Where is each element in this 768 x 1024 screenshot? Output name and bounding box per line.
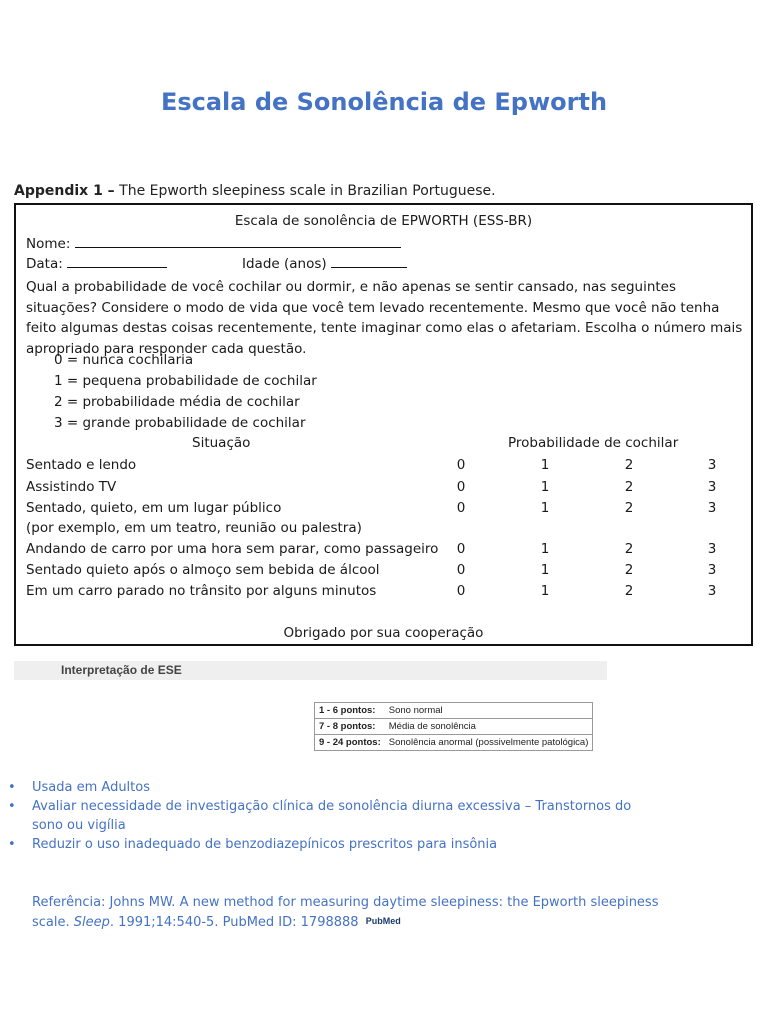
option-0[interactable]: 0 [456,562,466,578]
option-3[interactable]: 3 [707,500,717,516]
option-1[interactable]: 1 [540,562,550,578]
scale-item: 1 = pequena probabilidade de cochilar [54,373,317,389]
option-1[interactable]: 1 [540,479,550,495]
interpretation-header: Interpretação de ESE [61,663,182,677]
situation-label: Em um carro parado no trânsito por alguns minutos [26,583,377,599]
option-0[interactable]: 0 [456,479,466,495]
situation-label: Sentado, quieto, em um lugar público [26,500,282,516]
scale-item: 2 = probabilidade média de cochilar [54,394,300,410]
form-thanks: Obrigado por sua cooperação [283,625,484,641]
option-3[interactable]: 3 [707,541,717,557]
situation-label: Assistindo TV [26,479,117,495]
score-range: 1 - 6 pontos: [315,703,385,719]
age-label: Idade (anos) [242,256,327,272]
form-title: Escala de sonolência de EPWORTH (ESS-BR) [234,213,533,229]
option-2[interactable]: 2 [624,541,634,557]
scale-item: 0 = nunca cochilaria [54,352,194,368]
date-field[interactable] [67,255,167,268]
option-0[interactable]: 0 [456,500,466,516]
table-row [315,703,593,719]
age-field[interactable] [331,255,407,268]
reference [32,893,672,932]
form-instructions: Qual a probabilidade de você cochilar ou dormir, e não apenas se sentir cansado, nas seguintes situações? Considere o modo de vida que você tem levado recentemente. Mesmo que você não tenha feito algumas destas coisas recentemente, tente imaginar como elas o afetariam. Escolha o número mais apropriado para responder cada questão. [26,279,743,357]
name-field[interactable] [75,235,401,248]
option-0[interactable]: 0 [456,583,466,599]
pubmed-logo-icon[interactable]: PubMed [365,916,401,926]
option-1[interactable]: 1 [540,457,550,473]
table-row [315,719,593,735]
situation-label: Sentado quieto após o almoço sem bebida de álcool [26,562,380,578]
score-range: 9 - 24 pontos: [315,735,385,751]
list-item: • Usada em Adultos [8,778,652,797]
situation-header: Situação [192,435,251,451]
interpretation-table [314,702,593,751]
age-row [242,255,407,272]
list-item: • Reduzir o uso inadequado de benzodiazepínicos prescritos para insônia [8,835,652,854]
situation-label: Andando de carro por uma hora sem parar, como passageiro [26,541,439,557]
option-3[interactable]: 3 [707,583,717,599]
option-1[interactable]: 1 [540,583,550,599]
situation-note: (por exemplo, em um teatro, reunião ou palestra) [26,520,362,536]
name-label: Nome: [26,236,71,252]
name-row [26,235,401,252]
reference-text: Referência: Johns MW. A new method for measuring daytime sleepiness: the Epworth sleepiness scale. [32,895,659,930]
option-2[interactable]: 2 [624,583,634,599]
appendix-text: The Epworth sleepiness scale in Brazilian Portuguese. [119,183,496,199]
date-label: Data: [26,256,63,272]
table-row [315,735,593,751]
option-3[interactable]: 3 [707,457,717,473]
option-0[interactable]: 0 [456,541,466,557]
bullet-list [8,778,652,854]
appendix-caption [14,183,496,199]
option-2[interactable]: 2 [624,479,634,495]
score-meaning: Sono normal [385,703,593,719]
reference-journal: Sleep [73,915,110,930]
epworth-form [14,203,753,646]
option-2[interactable]: 2 [624,457,634,473]
option-1[interactable]: 1 [540,541,550,557]
list-item: • Avaliar necessidade de investigação clínica de sonolência diurna excessiva – Transtornos do sono ou vigília [8,797,652,835]
score-meaning: Média de sonolência [385,719,593,735]
situation-label: Sentado e lendo [26,457,137,473]
appendix-label: Appendix 1 – [14,183,115,199]
reference-details: . 1991;14:540-5. PubMed ID: 1798888 [109,915,359,930]
option-1[interactable]: 1 [540,500,550,516]
option-2[interactable]: 2 [624,500,634,516]
score-meaning: Sonolência anormal (possivelmente patológica) [385,735,593,751]
page-title: Escala de Sonolência de Epworth [160,88,608,116]
score-range: 7 - 8 pontos: [315,719,385,735]
probability-header: Probabilidade de cochilar [508,435,679,451]
option-3[interactable]: 3 [707,562,717,578]
option-0[interactable]: 0 [456,457,466,473]
scale-item: 3 = grande probabilidade de cochilar [54,415,306,431]
option-3[interactable]: 3 [707,479,717,495]
date-row [26,255,167,272]
option-2[interactable]: 2 [624,562,634,578]
